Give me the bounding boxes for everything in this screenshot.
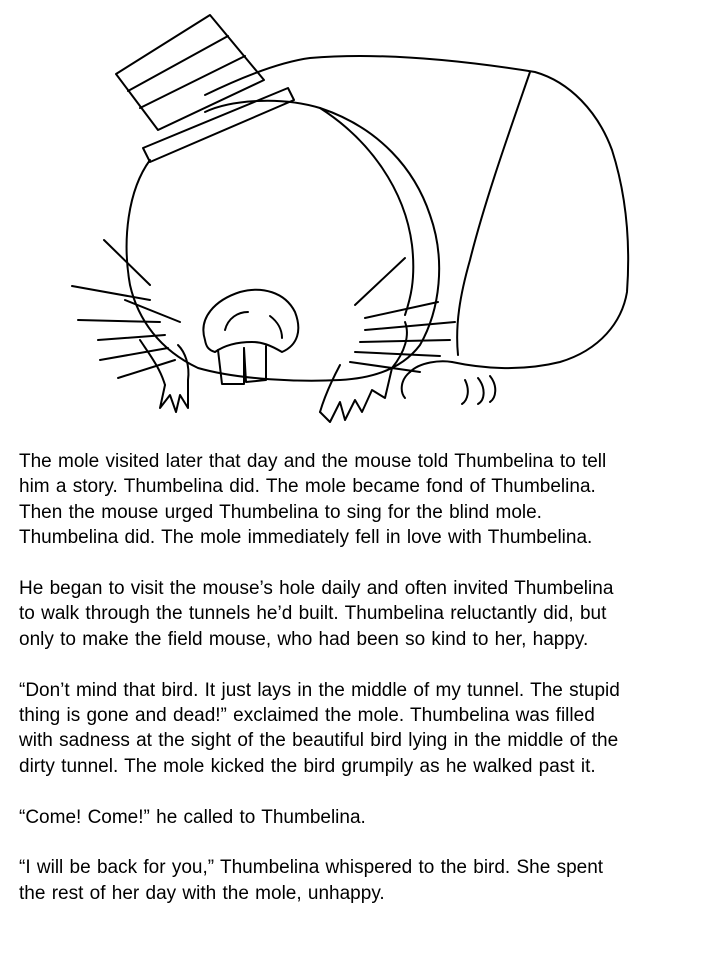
mole-snout: [203, 290, 298, 352]
mole-back-leg: [410, 361, 452, 372]
mole-illustration: [0, 0, 720, 440]
story-paragraph: “I will be back for you,” Thumbelina whispered to the bird. She spent the rest of her day with the mole, unhappy.: [19, 857, 604, 904]
story-paragraph: The mole visited later that day and the mouse told Thumbelina to tell him a story. Thumbelina did. The mole became fond of Thumbelina. Then the mouse urged Thumbelina to sing for the blind mole. Thumbelina did. The mole immediately fell in love with Thumbelina.: [19, 451, 607, 549]
story-text: [19, 449, 709, 906]
top-hat: [116, 15, 294, 162]
story-paragraph: “Come! Come!” he called to Thumbelina.: [19, 806, 366, 828]
mole-hip-curve: [457, 72, 530, 355]
whiskers-left: [72, 240, 180, 378]
left-claw: [140, 340, 188, 412]
mole-head-outline: [127, 101, 440, 381]
story-paragraph: “Don’t mind that bird. It just lays in the middle of my tunnel. The stupid thing is gone and dead!” exclaimed the mole. Thumbelina was filled with sadness at the sight of the beautiful bird lying in the middle of the dirty tunnel. The mole kicked the bird grumpily as he walked past it.: [19, 679, 620, 777]
story-paragraph: He began to visit the mouse’s hole daily and often invited Thumbelina to walk through the tunnels he’d built. Thumbelina reluctantly did, but only to make the field mouse, who had been so kind to her, happy.: [19, 578, 614, 650]
back-foot: [402, 372, 496, 404]
mole-body-outline: [205, 56, 628, 368]
mole-with-top-hat-drawing: [0, 0, 720, 440]
right-claw: [320, 322, 407, 422]
mole-cheek-contour: [320, 108, 413, 315]
